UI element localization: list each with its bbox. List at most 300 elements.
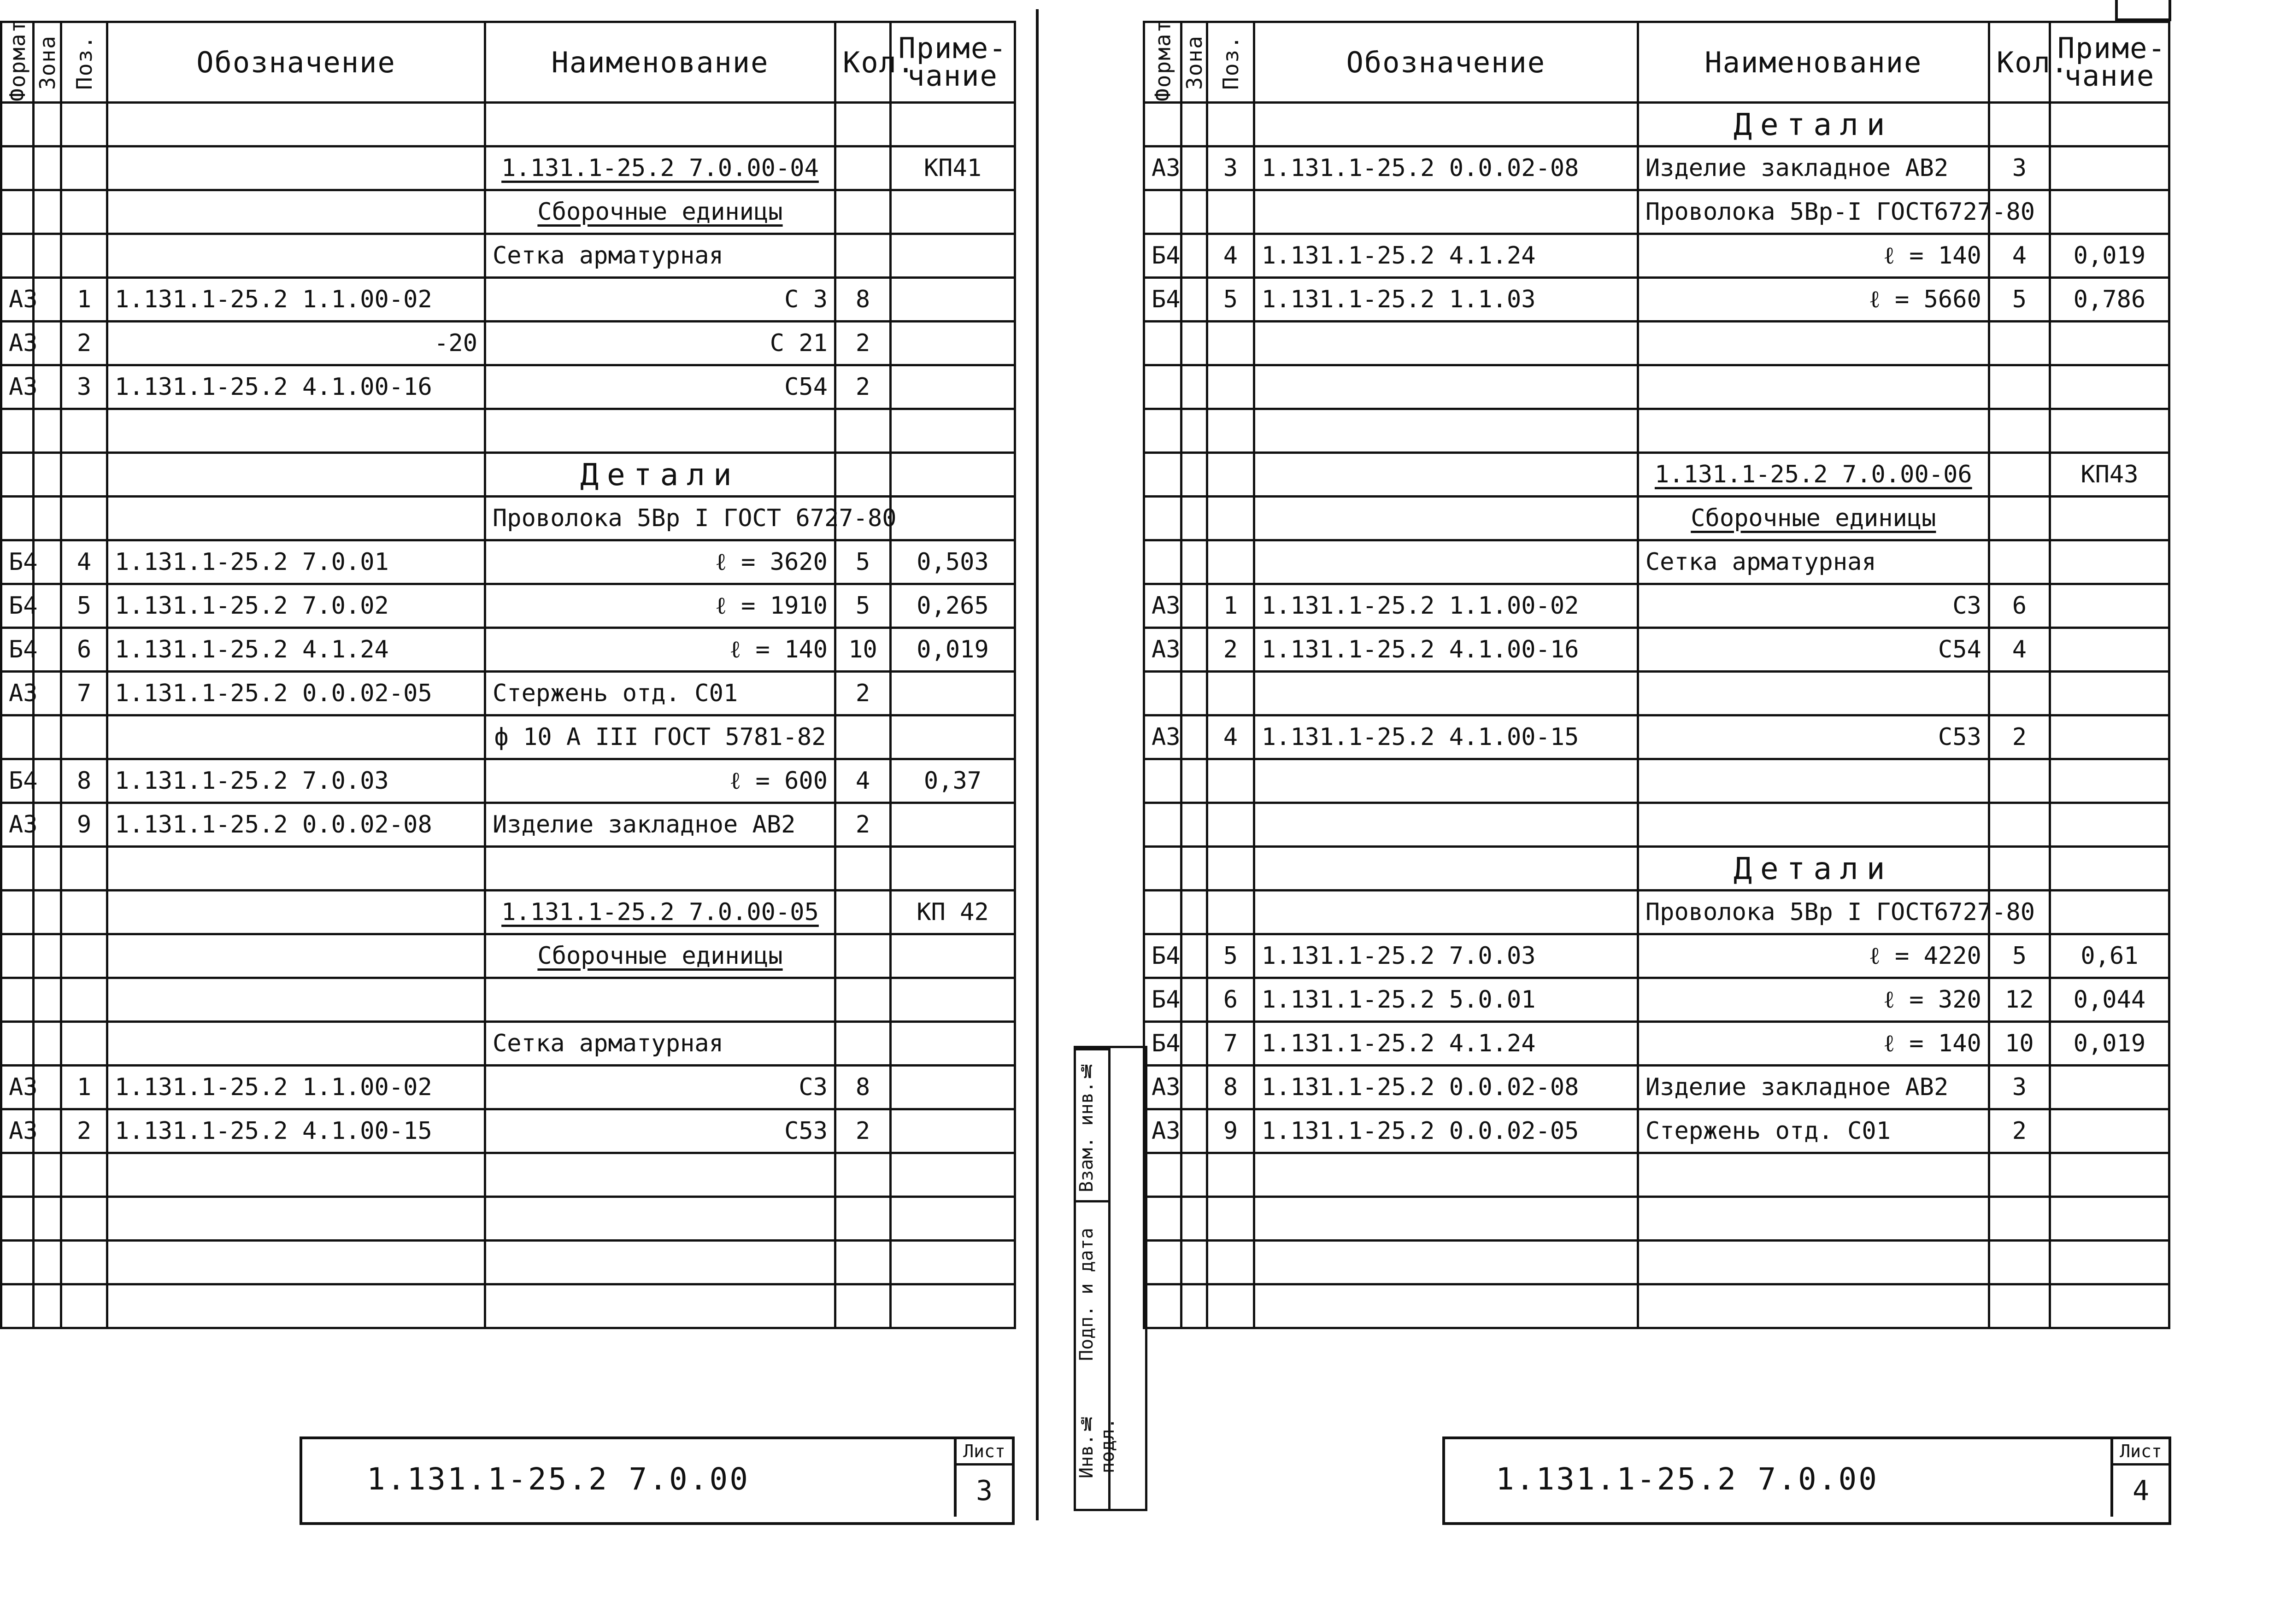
cell-note (2050, 847, 2169, 891)
cell-position-text: 2 (76, 329, 92, 357)
cell-designation (1254, 1153, 1638, 1197)
cell-position (61, 584, 107, 628)
cell-note (2050, 715, 2169, 759)
sheet-label: Лист (2113, 1439, 2169, 1466)
cell-format-text: А3 (9, 286, 38, 313)
table-row (1, 190, 1015, 234)
cell-name-text: Детали (1734, 850, 1893, 886)
cell-note (2050, 934, 2169, 978)
cell-format (1, 1153, 34, 1197)
cell-position-text: 6 (76, 636, 92, 663)
cell-quantity (835, 365, 891, 409)
cell-designation (1254, 759, 1638, 803)
cell-format (1144, 759, 1181, 803)
cell-designation (107, 453, 485, 497)
cell-designation (107, 322, 485, 365)
cell-quantity (1989, 584, 2050, 628)
corner-page-mark (2115, 0, 2171, 21)
table-row (1144, 672, 2169, 715)
cell-name-text: ℓ = 600 (729, 767, 828, 795)
cell-name-text: Проволока 5Вр I ГОСТ 6727-80 (493, 504, 897, 532)
cell-designation-text: 1.131.1-25.2 7.0.03 (1261, 942, 1536, 970)
cell-quantity (835, 934, 891, 978)
cell-note (2050, 278, 2169, 322)
cell-designation (107, 847, 485, 891)
cell-name-text: Сетка арматурная (493, 1030, 723, 1057)
table-row (1144, 1284, 2169, 1328)
cell-position-text: 4 (1223, 242, 1238, 270)
cell-note-text: 0,019 (2073, 1030, 2146, 1057)
cell-format (1144, 409, 1181, 453)
cell-zone (1181, 1109, 1207, 1153)
cell-designation-text: 1.131.1-25.2 1.1.00-02 (115, 286, 432, 313)
cell-quantity (1989, 103, 2050, 147)
cell-note (891, 497, 1015, 540)
cell-note (2050, 978, 2169, 1022)
table-row (1144, 847, 2169, 891)
cell-zone (34, 190, 61, 234)
cell-format (1, 847, 34, 891)
cell-format (1, 103, 34, 147)
cell-note (2050, 1109, 2169, 1153)
cell-name (1638, 1241, 1989, 1284)
table-row (1, 584, 1015, 628)
cell-position (1207, 934, 1254, 978)
cell-zone (1181, 278, 1207, 322)
cell-name-text: Детали (580, 457, 740, 492)
cell-designation (1254, 672, 1638, 715)
cell-designation (107, 234, 485, 278)
cell-quantity (1989, 1066, 2050, 1109)
cell-name (1638, 278, 1989, 322)
cell-format (1, 147, 34, 190)
cell-name-text: Сборочные единицы (537, 942, 783, 970)
cell-quantity (1989, 1153, 2050, 1197)
cell-position (1207, 891, 1254, 934)
cell-name (1638, 934, 1989, 978)
cell-designation (1254, 190, 1638, 234)
cell-name-text: Сборочные единицы (1691, 504, 1936, 532)
cell-note (2050, 628, 2169, 672)
cell-name-text: С53 (784, 1117, 828, 1145)
cell-name-text: 1.131.1-25.2 7.0.00-04 (501, 154, 819, 182)
cell-name (485, 715, 835, 759)
cell-note (891, 672, 1015, 715)
cell-format (1144, 1022, 1181, 1066)
cell-zone (1181, 497, 1207, 540)
stamp-code: 1.131.1-25.2 7.0.00 (1496, 1461, 1879, 1497)
cell-format-text: А3 (1152, 636, 1181, 663)
cell-name (485, 584, 835, 628)
cell-format (1, 672, 38, 715)
cell-quantity (835, 584, 891, 628)
cell-quantity-text: 10 (2005, 1030, 2034, 1057)
cell-format (1, 1066, 38, 1109)
cell-format (1144, 1241, 1181, 1284)
cell-note (891, 978, 1015, 1022)
cell-name (485, 1066, 835, 1109)
cell-format (1, 409, 34, 453)
strip-sign-date: Подп. и дата (1076, 1200, 1108, 1387)
cell-format (1144, 540, 1181, 584)
cell-position (61, 497, 107, 540)
cell-position (1207, 103, 1254, 147)
cell-position-text: 8 (1223, 1073, 1238, 1101)
cell-designation-text: 1.131.1-25.2 0.0.02-08 (1261, 154, 1579, 182)
cell-format (1, 497, 34, 540)
cell-designation (107, 103, 485, 147)
table-row (1, 934, 1015, 978)
table-row (1, 715, 1015, 759)
cell-designation-text: 1.131.1-25.2 4.1.24 (1261, 242, 1536, 270)
cell-format (1, 1197, 34, 1241)
table-row (1144, 147, 2169, 190)
cell-position (1207, 190, 1254, 234)
cell-name-text: ℓ = 140 (1883, 1030, 1981, 1057)
cell-note-text: 0,61 (2080, 942, 2139, 970)
cell-format (1144, 803, 1181, 847)
cell-quantity (1989, 1022, 2050, 1066)
cell-position-text: 7 (1223, 1030, 1238, 1057)
cell-format (1, 1241, 34, 1284)
cell-zone (34, 1197, 61, 1241)
cell-note (891, 103, 1015, 147)
cell-format-text: А3 (9, 1117, 38, 1145)
cell-position (1207, 453, 1254, 497)
cell-designation (107, 278, 485, 322)
header-zone: Зона (34, 22, 61, 103)
cell-name (1638, 365, 1989, 409)
cell-position (1207, 409, 1254, 453)
cell-name (1638, 803, 1989, 847)
cell-format (1144, 628, 1181, 672)
cell-zone (1181, 540, 1207, 584)
cell-note (2050, 365, 2169, 409)
cell-format (1144, 453, 1181, 497)
table-row (1, 978, 1015, 1022)
cell-designation-text: 1.131.1-25.2 4.1.24 (1261, 1030, 1536, 1057)
cell-zone (34, 1241, 61, 1284)
cell-note (891, 715, 1015, 759)
cell-name (1638, 715, 1989, 759)
cell-designation (1254, 1197, 1638, 1241)
cell-designation-text: 1.131.1-25.2 7.0.01 (115, 548, 389, 576)
cell-format-text: Б4 (1152, 242, 1181, 270)
cell-name (485, 759, 835, 803)
cell-name-text: Сборочные единицы (537, 198, 783, 226)
cell-position (61, 1109, 107, 1153)
cell-position-text: 6 (1223, 986, 1238, 1014)
cell-name-text: ℓ = 320 (1883, 986, 1981, 1014)
cell-designation (1254, 234, 1638, 278)
cell-position-text: 1 (76, 1073, 92, 1101)
cell-format (1144, 365, 1181, 409)
table-row (1144, 103, 2169, 147)
cell-quantity-text: 2 (2012, 1117, 2027, 1145)
header-pos: Поз. (1207, 22, 1254, 103)
cell-position-text: 2 (1223, 636, 1238, 663)
cell-position (61, 365, 107, 409)
cell-designation-text: -20 (434, 329, 477, 357)
cell-position-text: 1 (1223, 592, 1238, 620)
table-row (1, 234, 1015, 278)
cell-name (485, 234, 835, 278)
cell-quantity-text: 3 (2012, 1073, 2027, 1101)
sheet-number-box (954, 1439, 1012, 1517)
cell-position-text: 3 (76, 373, 92, 401)
cell-zone (1181, 934, 1207, 978)
table-header (1144, 22, 2169, 103)
spec-table-right (1143, 21, 2170, 1329)
cell-name-text: С 21 (770, 329, 828, 357)
cell-note (891, 803, 1015, 847)
cell-position-text: 4 (76, 548, 92, 576)
cell-designation-text: 1.131.1-25.2 7.0.03 (115, 767, 389, 795)
cell-format (1144, 891, 1181, 934)
cell-name (1638, 322, 1989, 365)
cell-zone (34, 978, 61, 1022)
cell-format-text: А3 (1152, 592, 1181, 620)
cell-designation (1254, 934, 1638, 978)
cell-designation (1254, 715, 1638, 759)
cell-name-text: ℓ = 1910 (715, 592, 828, 620)
cell-name-text: С54 (1938, 636, 1981, 663)
cell-designation (107, 803, 485, 847)
cell-format-text: А3 (9, 680, 38, 707)
cell-note (2050, 1066, 2169, 1109)
cell-quantity-text: 5 (855, 548, 870, 576)
cell-position (61, 540, 107, 584)
cell-position (1207, 234, 1254, 278)
cell-quantity (835, 847, 891, 891)
cell-zone (34, 234, 61, 278)
cell-name (485, 672, 835, 715)
cell-name-text: Сетка арматурная (1645, 548, 1876, 576)
cell-designation (1254, 1066, 1638, 1109)
table-row (1144, 234, 2169, 278)
cell-position (61, 1241, 107, 1284)
cell-designation (107, 365, 485, 409)
cell-name-text: С3 (799, 1073, 828, 1101)
cell-format-text: Б4 (1152, 942, 1181, 970)
cell-quantity-text: 3 (2012, 154, 2027, 182)
cell-quantity (835, 978, 891, 1022)
cell-designation (1254, 322, 1638, 365)
cell-quantity (1989, 978, 2050, 1022)
cell-quantity-text: 4 (2012, 636, 2027, 663)
cell-designation (1254, 103, 1638, 147)
cell-zone (1181, 1022, 1207, 1066)
cell-position (1207, 978, 1254, 1022)
cell-zone (1181, 1153, 1207, 1197)
cell-position (1207, 1022, 1254, 1066)
cell-designation (107, 891, 485, 934)
cell-note (891, 322, 1015, 365)
strip-inv-orig: Инв.№ подл. (1076, 1413, 1118, 1478)
cell-position (61, 1153, 107, 1197)
cell-name-text: С54 (784, 373, 828, 401)
cell-quantity (1989, 803, 2050, 847)
cell-name (1638, 978, 1989, 1022)
cell-zone (1181, 103, 1207, 147)
cell-name-text: С 3 (784, 286, 828, 313)
cell-note-text: КП43 (2080, 461, 2139, 488)
cell-quantity (835, 1109, 891, 1153)
cell-designation (107, 1066, 485, 1109)
table-row (1, 1153, 1015, 1197)
cell-note (891, 759, 1015, 803)
cell-position (61, 978, 107, 1022)
cell-designation (1254, 365, 1638, 409)
cell-designation-text: 1.131.1-25.2 4.1.24 (115, 636, 389, 663)
table-row (1144, 715, 2169, 759)
cell-position (1207, 759, 1254, 803)
cell-name-text: Проволока 5Вр I ГОСТ6727-80 (1645, 898, 2035, 926)
header-name: Наименование (485, 22, 835, 103)
cell-quantity-text: 10 (848, 636, 877, 663)
cell-name (485, 1241, 835, 1284)
cell-designation (107, 584, 485, 628)
cell-position (1207, 147, 1254, 190)
cell-quantity (835, 672, 891, 715)
cell-name-text: 1.131.1-25.2 7.0.00-06 (1654, 461, 1972, 488)
cell-format-text: А3 (1152, 1073, 1181, 1101)
cell-note (891, 1197, 1015, 1241)
cell-note (2050, 1153, 2169, 1197)
cell-quantity (835, 278, 891, 322)
cell-name (485, 803, 835, 847)
cell-position-text: 4 (1223, 723, 1238, 751)
cell-format-text: А3 (9, 1073, 38, 1101)
cell-format (1, 891, 34, 934)
cell-position (1207, 540, 1254, 584)
cell-name (485, 322, 835, 365)
cell-designation (107, 540, 485, 584)
cell-quantity-text: 4 (855, 767, 870, 795)
cell-format-text: Б4 (1152, 986, 1181, 1014)
header-note: Приме- чание (2050, 22, 2169, 103)
table-row (1, 803, 1015, 847)
cell-designation (1254, 1022, 1638, 1066)
cell-note-text: 0,503 (917, 548, 989, 576)
cell-position-text: 5 (76, 592, 92, 620)
cell-note (891, 584, 1015, 628)
cell-position (61, 103, 107, 147)
cell-note-text: 0,265 (917, 592, 989, 620)
cell-quantity (835, 1197, 891, 1241)
cell-quantity (835, 234, 891, 278)
cell-note-text: 0,019 (917, 636, 989, 663)
cell-position (1207, 584, 1254, 628)
cell-position (61, 715, 107, 759)
cell-position-text: 7 (76, 680, 92, 707)
cell-name (1638, 1109, 1989, 1153)
cell-position-text: 9 (1223, 1117, 1238, 1145)
cell-quantity (1989, 540, 2050, 584)
cell-name (485, 1284, 835, 1328)
cell-format (1144, 672, 1181, 715)
cell-zone (1181, 1066, 1207, 1109)
cell-format (1, 1284, 34, 1328)
cell-position (61, 147, 107, 190)
cell-name (485, 1197, 835, 1241)
table-row (1, 1284, 1015, 1328)
cell-designation (107, 147, 485, 190)
cell-format (1144, 1109, 1181, 1153)
cell-designation-text: 1.131.1-25.2 4.1.00-15 (1261, 723, 1579, 751)
table-row (1144, 584, 2169, 628)
cell-position (61, 1066, 107, 1109)
cell-position-text: 5 (1223, 942, 1238, 970)
table-row (1, 1066, 1015, 1109)
cell-note (891, 234, 1015, 278)
cell-name-text: С3 (1952, 592, 1981, 620)
cell-quantity (1989, 1197, 2050, 1241)
table-row (1144, 540, 2169, 584)
cell-note (891, 934, 1015, 978)
header-format: Формат (1144, 22, 1181, 103)
cell-note (2050, 803, 2169, 847)
cell-format-text: Б4 (1152, 1030, 1181, 1057)
cell-name (485, 365, 835, 409)
cell-name (485, 540, 835, 584)
cell-format-text: А3 (1152, 1117, 1181, 1145)
cell-name (1638, 540, 1989, 584)
cell-format (1, 365, 38, 409)
cell-quantity (1989, 409, 2050, 453)
cell-quantity (1989, 1284, 2050, 1328)
table-row (1144, 1022, 2169, 1066)
cell-designation (1254, 278, 1638, 322)
cell-quantity (835, 715, 891, 759)
cell-designation-text: 1.131.1-25.2 0.0.02-05 (115, 680, 432, 707)
table-row (1144, 803, 2169, 847)
cell-quantity (835, 759, 891, 803)
cell-quantity-text: 2 (855, 680, 870, 707)
header-note: Приме- чание (891, 22, 1015, 103)
cell-designation-text: 1.131.1-25.2 1.1.00-02 (115, 1073, 432, 1101)
cell-position (1207, 497, 1254, 540)
cell-quantity (835, 1066, 891, 1109)
cell-designation (107, 497, 485, 540)
table-row (1144, 190, 2169, 234)
cell-format (1, 540, 38, 584)
cell-note-text: 0,019 (2073, 242, 2146, 270)
cell-note (891, 628, 1015, 672)
cell-quantity (1989, 759, 2050, 803)
cell-quantity (1989, 628, 2050, 672)
cell-zone (1181, 847, 1207, 891)
cell-note-text: КП 42 (917, 898, 989, 926)
cell-quantity (835, 322, 891, 365)
cell-name-text: Изделие закладное АВ2 (1645, 154, 1949, 182)
table-row (1144, 1153, 2169, 1197)
cell-position (1207, 847, 1254, 891)
cell-designation (1254, 978, 1638, 1022)
cell-zone (34, 715, 61, 759)
cell-note (2050, 497, 2169, 540)
cell-position (1207, 278, 1254, 322)
cell-note (2050, 190, 2169, 234)
cell-format (1, 978, 34, 1022)
cell-designation-text: 1.131.1-25.2 0.0.02-08 (115, 811, 432, 838)
cell-name-text: Проволока 5Вр-I ГОСТ6727-80 (1645, 198, 2035, 226)
cell-designation-text: 1.131.1-25.2 4.1.00-16 (1261, 636, 1579, 663)
cell-format (1, 1022, 34, 1066)
cell-name (485, 103, 835, 147)
header-designation: Обозначение (1254, 22, 1638, 103)
cell-designation (107, 978, 485, 1022)
